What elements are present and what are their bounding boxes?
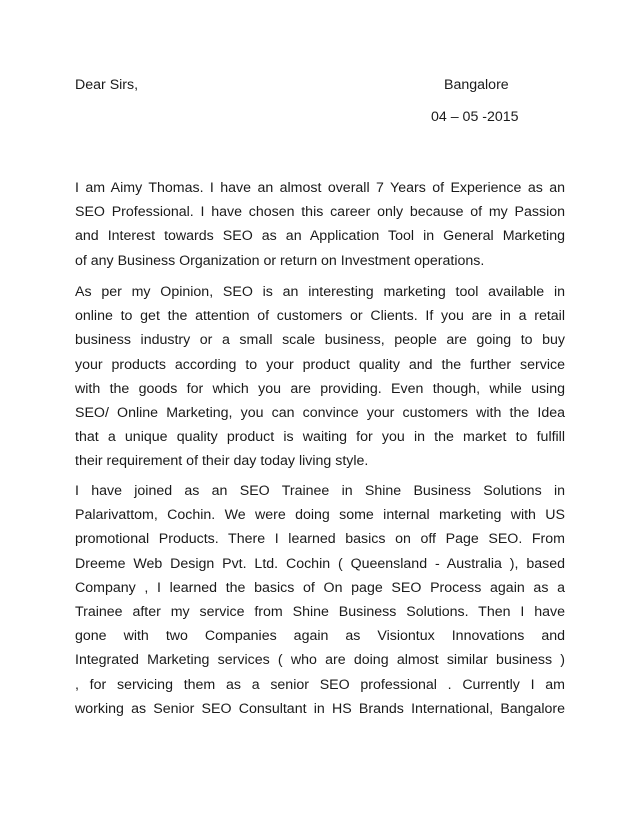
paragraph-experience: [75, 479, 565, 721]
text-line: Trainee after my service from Shine Business Solutions. Then I have: [75, 603, 565, 620]
text-line: SEO Professional. I have chosen this career only because of my Passion: [75, 204, 565, 221]
text-line: Company , I learned the basics of On page SEO Process again as a: [75, 579, 565, 596]
text-line: working as Senior SEO Consultant in HS Brands International, Bangalore: [75, 700, 565, 717]
text-line: of any Business Organization or return on Investment operations.: [75, 252, 485, 269]
text-line: Integrated Marketing services ( who are doing almost similar business ): [75, 652, 565, 669]
paragraph-seo-opinion: [75, 280, 565, 474]
text-line: your products according to your product quality and the further service: [75, 356, 565, 373]
text-line: their requirement of their day today living style.: [75, 453, 369, 470]
text-line: I am Aimy Thomas. I have an almost overall 7 Years of Experience as an: [75, 180, 565, 196]
text-line: online to get the attention of customers or Clients. If you are in a retail: [75, 308, 565, 325]
paragraph-introduction: [75, 176, 565, 273]
salutation: Dear Sirs,: [75, 77, 139, 93]
text-line: I have joined as an SEO Trainee in Shine Business Solutions in: [75, 483, 565, 499]
letter-city: Bangalore: [444, 77, 509, 93]
text-line: As per my Opinion, SEO is an interesting marketing tool available in: [75, 284, 565, 300]
text-line: SEO/ Online Marketing, you can convince your customers with the Idea: [75, 404, 565, 421]
text-line: that a unique quality product is waiting for you in the market to fulfill: [75, 429, 565, 446]
text-line: with the goods for which you are providing. Even though, while using: [75, 380, 565, 397]
text-line: promotional Products. There I learned basics on off Page SEO. From: [75, 531, 565, 548]
text-line: and Interest towards SEO as an Application Tool in General Marketing: [75, 228, 565, 245]
text-line: , for servicing them as a senior SEO professional . Currently I am: [75, 676, 565, 693]
text-line: Dreeme Web Design Pvt. Ltd. Cochin ( Queensland - Australia ), based: [75, 555, 565, 572]
letter-date: 04 – 05 -2015: [431, 109, 519, 125]
text-line: business industry or a small scale business, people are going to buy: [75, 332, 565, 349]
text-line: Palarivattom, Cochin. We were doing some internal marketing with US: [75, 507, 565, 524]
text-line: gone with two Companies again as Visiontux Innovations and: [75, 628, 565, 645]
